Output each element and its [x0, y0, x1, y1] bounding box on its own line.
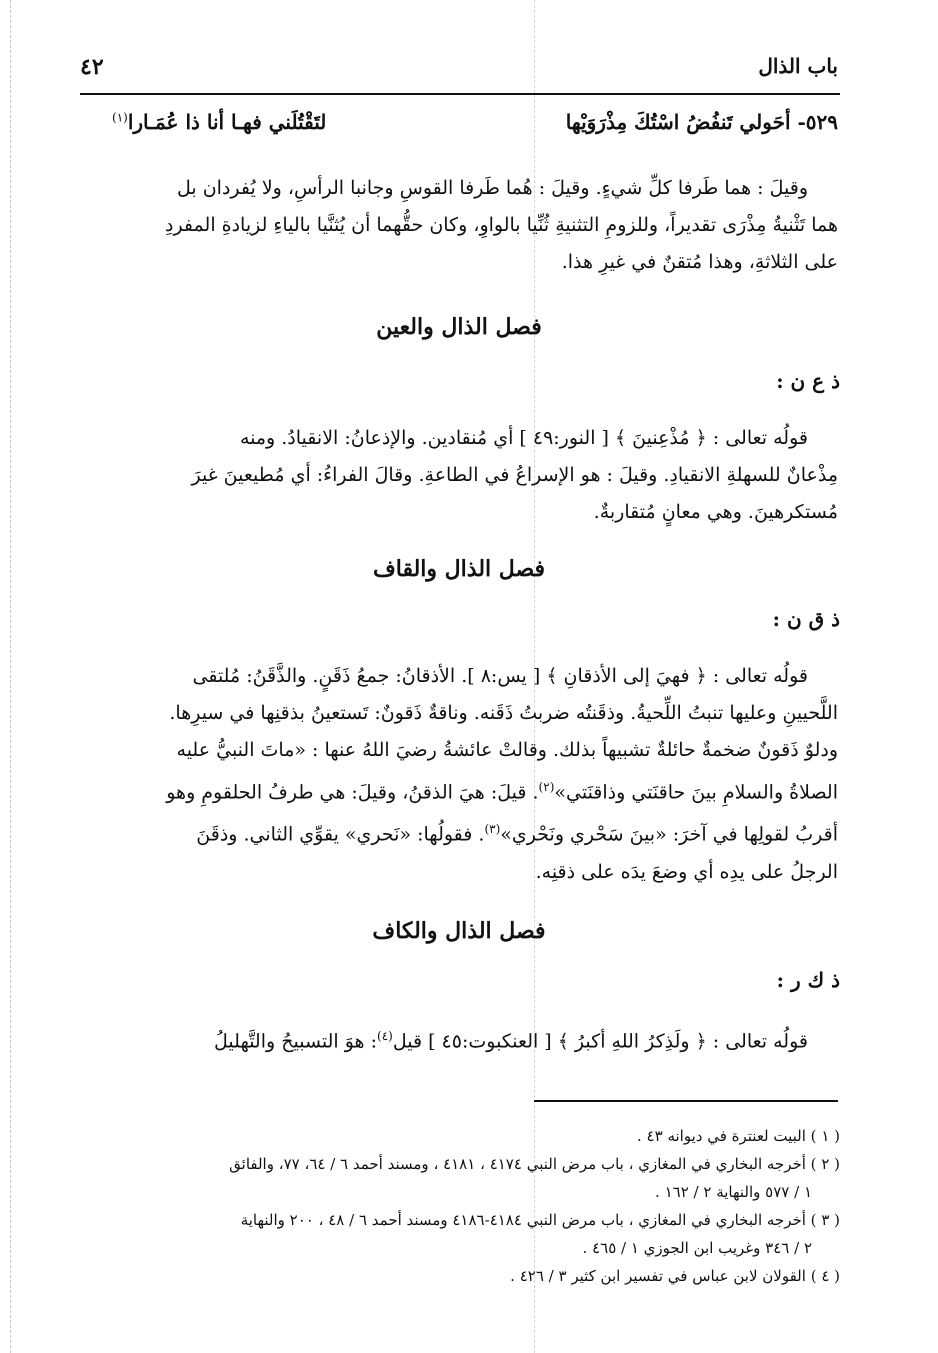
- footnote-1: ( ١ ) البيت لعنترة في ديوانه ٤٣ .: [637, 1127, 840, 1145]
- text-span: . قيلَ: هيَ الذقنُ، وقيلَ: هي طرفُ الحلقومِ وهو: [166, 781, 539, 804]
- footnote-separator: [534, 1100, 838, 1102]
- text-line: [80, 1018, 838, 1060]
- section-heading: فصل الذال والعين: [376, 314, 542, 340]
- verse-second-hemistich-text: لتَقْتُلَني فهـا أنا ذا عُمَـارا: [127, 110, 327, 134]
- text-span: . فقولُها: «نَحري» يقوِّي الثاني. وذقَنَ: [196, 823, 485, 846]
- root-label: ذ ك ر :: [776, 968, 840, 992]
- text-line: الرجلُ على يدِه أي وضعَ يدَه على ذقنِه.: [535, 860, 838, 883]
- verse-second-hemistich: [112, 110, 326, 134]
- footnote-marker: (٢): [538, 780, 555, 794]
- page-number: ٤٢: [80, 54, 104, 80]
- footnote-marker: (٣): [484, 822, 501, 837]
- section-heading: فصل الذال والكاف: [372, 918, 546, 944]
- text-line: قولُه تعالى : ﴿ فهيَ إلى الأذقانِ ﴾ [ يس:٨ ]. الأذقانُ: جمعُ ذَقَنٍ. والذَّقَنُ: مُلتقى: [192, 665, 808, 687]
- text-span: : هوَ التسبيحُ والتَّهليلُ: [214, 1030, 378, 1053]
- footnote-marker: (٤): [377, 1029, 393, 1043]
- page-header: [80, 54, 838, 92]
- header-rule: [80, 93, 840, 95]
- text-line: ودلوٌ ذَقونٌ ضخمةٌ حائلةٌ تشبيهاً بذلك. وقالتْ عائشةُ رضيَ اللهُ عنها : «ماتَ النبيُّ عليه: [176, 739, 838, 761]
- footnote-marker: (١): [112, 110, 128, 125]
- paragraph-1: [80, 170, 838, 281]
- footnotes: [80, 1122, 840, 1290]
- paragraph-section-1: [80, 420, 838, 531]
- text-line: اللَّحيينِ وعليها تنبتُ اللِّحيةُ. وذقَنتُه ضربتُ ذَقَنه. وناقةٌ ذَقونٌ: تَستعينُ بذقنِها في سيرِها.: [169, 702, 838, 724]
- paragraph-section-3: [80, 1018, 838, 1060]
- text-line: مِذْعانٌ للسهلةِ الانقيادِ. وقيلَ : هو الإسراعُ في الطاعةِ. وقالَ الفراءُ: أي مُطيعينَ غيرَ: [191, 464, 838, 486]
- verse-first-hemistich: ٥٢٩- أحَولي تَنفُضُ اسْتُكَ مِذْرَوَيْها: [565, 110, 838, 134]
- text-line: مُستكرهينَ. وهي معانٍ مُتقاربةٌ.: [593, 501, 838, 523]
- root-label: ذ ق ن :: [772, 607, 840, 631]
- footnote-3: ( ٣ ) أخرجه البخاري في المغازي ، باب مرض النبي ٤١٨٤-٤١٨٦ ومسند أحمد ٦ / ٤٨ ، ٢٠٠ والنهاية: [240, 1211, 840, 1229]
- text-line: [80, 811, 838, 853]
- text-line: [80, 769, 838, 811]
- text-span: قولُه تعالى : ﴿ ولَذِكرُ اللهِ أكبرُ ﴾ [ العنكبوت:٤٥ ] قيل: [392, 1030, 808, 1053]
- text-line: على الثلاثةِ، وهذا مُتقنٌ في غيرِ هذا.: [561, 251, 838, 273]
- paragraph-section-2: [80, 658, 838, 891]
- text-line: هما تَثْنيةُ مِذْرَى تقديراً، وللزومِ التثنيةِ ثُنِّيا بالواوِ، وكان حقُّهما أن يُثنَّيا بالياءِ لزيادةِ المفردِ: [164, 214, 838, 236]
- text-line: وقيلَ : هما طَرفا كلِّ شيءٍ. وقيلَ : هُما طَرفا القوسِ وجانبا الرأسِ، ولا يُفردان بل: [177, 177, 808, 199]
- text-span: أقربُ لقولِها في آخرَ: «بينَ سَحْري ونَحْري»: [500, 823, 838, 846]
- footnote-4: ( ٤ ) القولان لابن عباس في تفسير ابن كثير ٣ / ٤٢٦ .: [510, 1267, 840, 1285]
- footnote-3-continuation: ٢ / ٣٤٦ وغريب ابن الجوزي ١ / ٤٦٥ .: [582, 1239, 812, 1257]
- footnote-2-continuation: ١ / ٥٧٧ والنهاية ٢ / ١٦٢ .: [655, 1183, 812, 1201]
- text-line: قولُه تعالى : ﴿ مُذْعِنينَ ﴾ [ النور:٤٩ ] أي مُنقادين. والإذعانُ: الانقيادُ. ومنه: [239, 427, 808, 449]
- scan-artifact-line: [10, 0, 11, 1353]
- text-span: الصلاةُ والسلامِ بينَ حاقنَتي وذاقنَتي»: [554, 781, 838, 804]
- footnote-2: ( ٢ ) أخرجه البخاري في المغازي ، باب مرض النبي ٤١٧٤ ، ٤١٨١ ، ومسند أحمد ٦ / ٦٤، ٧٧، والفائق: [229, 1155, 840, 1173]
- section-heading: فصل الذال والقاف: [372, 556, 546, 582]
- running-title: باب الذال: [758, 54, 838, 78]
- poetry-verse: [80, 110, 838, 150]
- root-label: ذ ع ن :: [776, 369, 840, 393]
